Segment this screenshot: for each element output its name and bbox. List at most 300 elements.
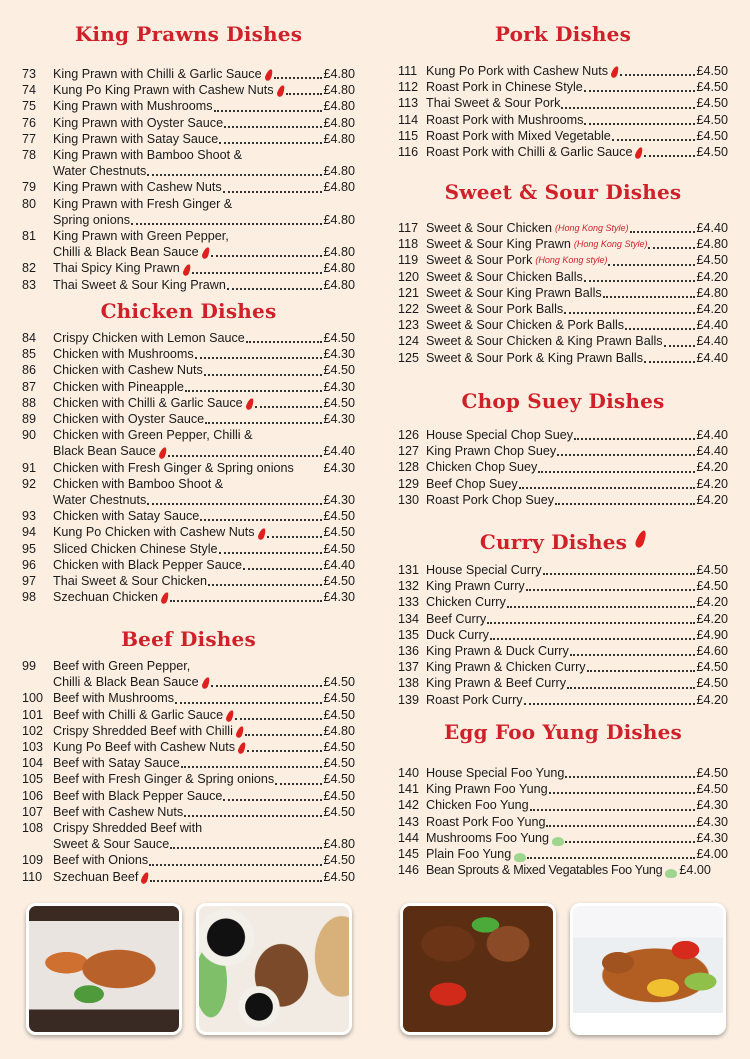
leader-dots xyxy=(168,443,323,457)
item-name: Sliced Chicken Chinese Style xyxy=(53,541,218,556)
item-price: £4.50 xyxy=(323,525,355,540)
chilli-icon xyxy=(237,742,247,755)
menu-item xyxy=(398,144,728,160)
section-title-beef: Beef Dishes xyxy=(121,627,256,651)
item-price: £4.30 xyxy=(323,460,355,475)
item-name: Kung Po Beef with Cashew Nuts xyxy=(53,740,236,755)
leader-dots xyxy=(227,276,323,290)
item-name: King Prawn Chop Suey xyxy=(426,444,557,459)
leader-dots xyxy=(570,642,696,656)
leader-dots xyxy=(214,98,323,112)
item-name: Chicken Chop Suey xyxy=(426,460,538,475)
menu-item xyxy=(22,228,355,260)
leader-dots xyxy=(530,797,696,811)
item-name: Beef with Chilli & Garlic Sauce xyxy=(53,707,224,722)
leader-dots xyxy=(543,561,696,575)
item-price: £4.50 xyxy=(323,756,355,771)
leader-dots xyxy=(235,706,322,720)
chilli-icon xyxy=(201,677,211,690)
item-number: 112 xyxy=(398,80,419,95)
chilli-icon xyxy=(634,147,644,160)
item-price: £4.50 xyxy=(696,766,728,780)
item-price: £4.50 xyxy=(323,395,355,410)
item-number: 98 xyxy=(22,590,37,605)
leader-dots xyxy=(184,803,322,817)
item-price: £4.80 xyxy=(323,83,355,98)
leader-dots xyxy=(147,491,322,505)
leader-dots xyxy=(519,475,696,489)
item-number: 75 xyxy=(22,99,37,114)
curry-list xyxy=(398,562,728,708)
item-number: 130 xyxy=(398,492,420,507)
item-name: Chicken Curry xyxy=(426,595,506,610)
leader-dots xyxy=(147,162,322,176)
leader-dots xyxy=(625,316,695,330)
menu-item xyxy=(22,330,355,346)
item-number: 113 xyxy=(398,96,419,111)
item-price: £4.80 xyxy=(323,261,355,276)
leader-dots xyxy=(565,764,695,778)
item-number: 76 xyxy=(22,115,37,130)
menu-item xyxy=(398,459,728,475)
leader-dots xyxy=(175,690,322,704)
item-price: £4.20 xyxy=(696,269,728,284)
item-price: £4.30 xyxy=(323,412,355,427)
menu-item xyxy=(22,411,355,427)
section-title-king-prawn: King Prawns Dishes xyxy=(74,22,303,46)
item-price: £4.50 xyxy=(696,128,728,143)
menu-item xyxy=(398,350,728,366)
item-price: £4.80 xyxy=(696,285,728,300)
item-price: £4.30 xyxy=(323,590,355,605)
item-number: 93 xyxy=(22,509,37,524)
item-number: 82 xyxy=(22,261,37,276)
item-number: 128 xyxy=(398,460,420,475)
leader-dots xyxy=(584,111,695,125)
item-number: 101 xyxy=(22,707,44,722)
item-number: 123 xyxy=(398,318,420,333)
item-number: 114 xyxy=(398,112,419,127)
chilli-icon xyxy=(140,871,150,884)
item-price: £4.50 xyxy=(696,96,728,111)
leader-dots xyxy=(185,378,323,392)
menu-item xyxy=(22,427,355,459)
item-name: Beef with Cashew Nuts xyxy=(53,804,184,819)
item-name: Sweet & Sour King Prawn Balls xyxy=(426,285,602,300)
leader-dots xyxy=(192,260,323,274)
item-name: Szechuan Chicken xyxy=(53,590,159,605)
item-name: King Prawn Curry xyxy=(426,579,525,594)
item-price: £4.50 xyxy=(323,675,355,690)
menu-item xyxy=(22,346,355,362)
item-name: Chicken with Pineapple xyxy=(53,379,184,394)
item-name: King Prawn with Mushrooms xyxy=(53,99,213,114)
item-number: 131 xyxy=(398,563,420,577)
menu-item xyxy=(398,285,728,301)
item-price: £4.80 xyxy=(696,237,728,252)
leader-dots xyxy=(574,426,695,440)
item-name: Water Chestnuts xyxy=(53,493,147,508)
item-name: Chicken with Cashew Nuts xyxy=(53,363,203,378)
item-number: 104 xyxy=(22,756,44,771)
item-number: 145 xyxy=(398,847,420,862)
menu-item xyxy=(22,508,355,524)
item-number: 110 xyxy=(22,869,43,884)
item-number: 144 xyxy=(398,830,420,845)
style-note: (Hong Kong Style) xyxy=(573,239,648,250)
leader-dots xyxy=(255,394,323,408)
menu-item xyxy=(22,476,355,508)
item-name: Beef with Onions xyxy=(53,853,149,868)
item-price: £4.50 xyxy=(696,64,728,78)
menu-item xyxy=(398,427,728,443)
menu-item xyxy=(398,95,728,111)
item-name: Spring onions xyxy=(53,212,131,227)
item-name: Chicken with Mushrooms xyxy=(53,347,194,362)
section-title-chop-suey: Chop Suey Dishes xyxy=(461,389,665,413)
menu-item xyxy=(22,362,355,378)
item-price: £4.50 xyxy=(696,782,728,797)
item-name-line1: Chicken with Green Pepper, Chilli & xyxy=(53,428,253,443)
item-price: £4.50 xyxy=(323,509,355,524)
leader-dots xyxy=(223,179,323,193)
item-price: £4.50 xyxy=(696,579,728,594)
item-name: Chicken with Fresh Ginger & Spring onions xyxy=(53,460,294,475)
item-number: 73 xyxy=(22,67,37,81)
item-number: 134 xyxy=(398,611,420,626)
leader-dots xyxy=(219,540,323,554)
item-price: £4.20 xyxy=(696,460,728,475)
item-price: £4.50 xyxy=(696,660,728,675)
leader-dots xyxy=(546,813,695,827)
leader-dots xyxy=(149,852,322,866)
item-price: £4.30 xyxy=(323,379,355,394)
item-number: 138 xyxy=(398,676,420,691)
item-number: 86 xyxy=(22,363,37,378)
item-name: Thai Sweet & Sour King Prawn xyxy=(53,277,226,292)
section-title-pork: Pork Dishes xyxy=(494,22,632,46)
item-price: £4.40 xyxy=(696,334,728,349)
item-number: 91 xyxy=(22,460,37,475)
menu-item xyxy=(22,723,355,739)
leader-dots xyxy=(219,130,322,144)
chilli-icon xyxy=(158,446,168,459)
menu-item xyxy=(22,658,355,690)
leader-dots xyxy=(644,349,695,363)
leader-dots xyxy=(557,442,695,456)
item-number: 118 xyxy=(398,237,419,252)
king-prawn-list xyxy=(22,66,355,293)
item-price: £4.50 xyxy=(696,563,728,577)
item-name: Kung Po Chicken with Cashew Nuts xyxy=(53,525,255,540)
item-price: £4.50 xyxy=(696,80,728,95)
chilli-icon xyxy=(257,527,267,540)
item-name: Beef Chop Suey xyxy=(426,476,518,491)
item-number: 137 xyxy=(398,660,420,675)
item-price: £4.90 xyxy=(696,627,728,642)
leader-dots xyxy=(612,127,696,141)
item-number: 94 xyxy=(22,525,37,540)
menu-item xyxy=(398,830,728,846)
menu-item xyxy=(398,112,728,128)
item-price: £4.40 xyxy=(696,428,728,442)
item-price: £4.80 xyxy=(323,115,355,130)
menu-item xyxy=(22,277,355,293)
item-name: Chicken with Chilli & Garlic Sauce xyxy=(53,395,243,410)
item-number: 89 xyxy=(22,412,37,427)
item-name: Black Bean Sauce xyxy=(53,444,156,459)
item-price: £4.20 xyxy=(696,611,728,626)
leader-dots xyxy=(490,626,696,640)
item-number: 119 xyxy=(398,253,419,268)
chilli-icon xyxy=(634,529,648,549)
item-price: £4.40 xyxy=(696,221,728,235)
item-price: £4.80 xyxy=(323,212,355,227)
menu-item xyxy=(22,690,355,706)
item-name: Plain Foo Yung xyxy=(426,847,512,862)
item-name: Sweet & Sour Chicken Balls xyxy=(426,269,583,284)
menu-item xyxy=(22,852,355,868)
item-name: Beef with Satay Sauce xyxy=(53,756,180,771)
menu-item xyxy=(22,707,355,723)
menu-item xyxy=(398,79,728,95)
menu-item xyxy=(398,627,728,643)
item-number: 108 xyxy=(22,821,44,836)
leader-dots xyxy=(549,780,696,794)
leader-dots xyxy=(587,658,696,672)
leader-dots xyxy=(223,787,322,801)
item-name: Thai Spicy King Prawn xyxy=(53,261,180,276)
item-number: 83 xyxy=(22,277,37,292)
item-number: 107 xyxy=(22,804,44,819)
leader-dots xyxy=(664,333,696,347)
item-number: 103 xyxy=(22,740,44,755)
item-name: Roast Pork in Chinese Style xyxy=(426,80,583,95)
item-price: £4.50 xyxy=(696,676,728,691)
item-name: Chicken Foo Yung xyxy=(426,798,529,813)
item-number: 99 xyxy=(22,659,37,673)
item-number: 129 xyxy=(398,476,420,491)
leader-dots xyxy=(247,738,322,752)
item-name: Chilli & Black Bean Sauce xyxy=(53,675,199,690)
menu-item xyxy=(398,333,728,349)
leader-dots xyxy=(603,284,696,298)
leader-dots xyxy=(181,754,323,768)
menu-item xyxy=(22,755,355,771)
item-number: 106 xyxy=(22,788,44,803)
leader-dots xyxy=(561,95,695,109)
leader-dots xyxy=(487,610,695,624)
photo-black-bean-beef xyxy=(400,903,556,1035)
item-price: £4.50 xyxy=(696,253,728,268)
menu-item xyxy=(398,492,728,508)
leader-dots xyxy=(648,235,695,249)
item-name: Roast Pork with Chilli & Garlic Sauce xyxy=(426,145,633,160)
item-number: 77 xyxy=(22,131,37,146)
item-price: £4.30 xyxy=(323,347,355,362)
leader-dots xyxy=(555,491,695,505)
item-name-line1: King Prawn with Bamboo Shoot & xyxy=(53,148,243,163)
item-number: 115 xyxy=(398,128,419,143)
section-title-text: Curry Dishes xyxy=(479,530,628,554)
item-number: 111 xyxy=(398,64,418,78)
menu-item xyxy=(398,675,728,691)
item-number: 80 xyxy=(22,196,37,211)
item-name: Roast Pork Foo Yung xyxy=(426,814,546,829)
item-price: £4.20 xyxy=(696,492,728,507)
chilli-icon xyxy=(182,263,192,276)
item-number: 121 xyxy=(398,285,420,300)
item-price: £4.80 xyxy=(323,131,355,146)
leader-dots xyxy=(565,829,696,843)
menu-item xyxy=(22,260,355,276)
item-number: 135 xyxy=(398,627,420,642)
menu-item xyxy=(22,66,355,82)
item-name: Thai Sweet & Sour Chicken xyxy=(53,574,207,589)
item-number: 90 xyxy=(22,428,37,443)
item-name: Sweet & Sour Chicken & King Prawn Balls xyxy=(426,334,663,349)
item-price: £4.50 xyxy=(323,541,355,556)
item-number: 133 xyxy=(398,595,420,610)
item-name: House Special Foo Yung xyxy=(426,766,565,780)
leader-dots xyxy=(620,62,695,76)
leader-dots xyxy=(150,868,322,882)
chilli-icon xyxy=(610,66,620,79)
item-name: King Prawn & Duck Curry xyxy=(426,644,569,659)
chilli-icon xyxy=(245,397,255,410)
item-price: £4.50 xyxy=(323,574,355,589)
chicken-list xyxy=(22,330,355,605)
item-price: £4.60 xyxy=(696,644,728,659)
item-name: Beef with Black Pepper Sauce xyxy=(53,788,223,803)
sweet-sour-list xyxy=(398,220,728,366)
item-name: King Prawn with Chilli & Garlic Sauce xyxy=(53,67,262,81)
menu-item xyxy=(22,460,355,476)
item-price: £4.50 xyxy=(696,145,728,160)
menu-item xyxy=(398,814,728,830)
item-number: 95 xyxy=(22,541,37,556)
menu-item xyxy=(22,115,355,131)
item-number: 126 xyxy=(398,428,420,442)
item-name-line1: Chicken with Bamboo Shoot & xyxy=(53,476,224,491)
item-price: £4.20 xyxy=(696,302,728,317)
item-name: Roast Pork with Mushrooms xyxy=(426,112,584,127)
item-name-line1: Beef with Green Pepper, xyxy=(53,659,191,673)
leader-dots xyxy=(527,845,695,859)
leader-dots xyxy=(275,771,322,785)
item-name: Sweet & Sour Sauce xyxy=(53,837,170,852)
menu-item xyxy=(398,659,728,675)
item-number: 127 xyxy=(398,444,420,459)
menu-item xyxy=(22,395,355,411)
item-number: 100 xyxy=(22,691,44,706)
item-price: £4.20 xyxy=(696,692,728,707)
menu-item xyxy=(398,562,728,578)
menu-item xyxy=(22,869,355,885)
leader-dots xyxy=(584,268,696,282)
leader-dots xyxy=(526,577,696,591)
menu-item xyxy=(398,611,728,627)
item-price: £4.50 xyxy=(323,691,355,706)
item-name: King Prawn & Beef Curry xyxy=(426,676,566,691)
item-name: Beef with Mushrooms xyxy=(53,691,175,706)
item-name: House Special Chop Suey xyxy=(426,428,574,442)
menu-item xyxy=(398,128,728,144)
leader-dots xyxy=(200,507,322,521)
menu-item xyxy=(398,862,728,878)
item-price: £4.20 xyxy=(696,595,728,610)
menu-item xyxy=(398,765,728,781)
beef-list xyxy=(22,658,355,885)
item-number: 125 xyxy=(398,350,420,365)
leader-dots xyxy=(243,556,322,570)
item-name: Thai Sweet & Sour Pork xyxy=(426,96,561,111)
item-price: £4.40 xyxy=(323,444,355,459)
item-price: £4.50 xyxy=(323,869,355,884)
item-price: £4.40 xyxy=(323,557,355,572)
leader-dots xyxy=(211,673,323,687)
leader-dots xyxy=(507,594,696,608)
leader-dots xyxy=(274,65,323,79)
item-number: 139 xyxy=(398,692,420,707)
item-number: 124 xyxy=(398,334,420,349)
menu-item xyxy=(398,443,728,459)
item-price: £4.80 xyxy=(323,99,355,114)
item-name: Roast Pork Chop Suey xyxy=(426,492,555,507)
leader-dots xyxy=(170,588,322,602)
menu-item xyxy=(22,379,355,395)
menu-item xyxy=(398,643,728,659)
item-number: 105 xyxy=(22,772,44,787)
item-price: £4.80 xyxy=(323,164,355,179)
item-name: Beef Curry xyxy=(426,611,487,626)
item-name: Roast Pork Curry xyxy=(426,692,523,707)
item-number: 141 xyxy=(398,782,420,797)
leader-dots xyxy=(267,524,323,538)
item-number: 117 xyxy=(398,221,419,235)
menu-item xyxy=(398,846,728,862)
menu-item xyxy=(22,739,355,755)
item-number: 79 xyxy=(22,180,37,195)
item-number: 74 xyxy=(22,83,37,98)
item-name: Crispy Shredded Beef with Chilli xyxy=(53,723,233,738)
menu-item xyxy=(22,771,355,787)
menu-item xyxy=(398,220,728,236)
item-number: 132 xyxy=(398,579,420,594)
item-name: Sweet & Sour King Prawn xyxy=(426,237,571,252)
chilli-icon xyxy=(160,592,170,605)
leader-dots xyxy=(246,329,323,343)
menu-item xyxy=(22,82,355,98)
leader-dots xyxy=(205,410,322,424)
item-price: £4.50 xyxy=(323,707,355,722)
leader-dots xyxy=(295,461,323,473)
item-name: King Prawn & Chicken Curry xyxy=(426,660,586,675)
menu-item xyxy=(22,179,355,195)
item-number: 81 xyxy=(22,229,37,244)
leader-dots xyxy=(608,252,695,266)
section-title-sweet-sour: Sweet & Sour Dishes xyxy=(444,180,682,204)
item-name-line1: King Prawn with Fresh Ginger & xyxy=(53,196,233,211)
menu-item xyxy=(22,196,355,228)
item-name: Sweet & Sour Chicken xyxy=(426,221,552,235)
menu-item xyxy=(398,797,728,813)
item-number: 85 xyxy=(22,347,37,362)
menu-item xyxy=(22,524,355,540)
item-number: 84 xyxy=(22,331,37,345)
item-price: £4.50 xyxy=(323,772,355,787)
menu-item xyxy=(398,578,728,594)
